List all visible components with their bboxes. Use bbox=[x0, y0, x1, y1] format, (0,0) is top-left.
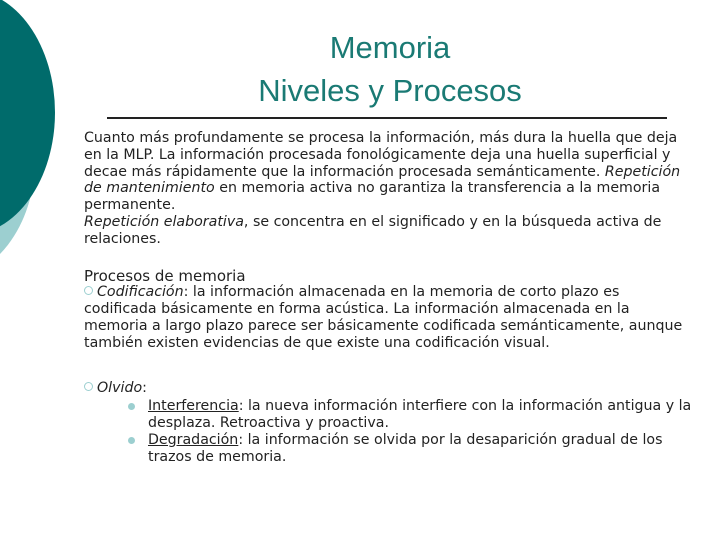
slide-body bbox=[84, 130, 694, 466]
intro-paragraph bbox=[84, 130, 694, 248]
title-line-1: Memoria bbox=[329, 30, 451, 65]
term-repeticion-elaborativa: Repetición elaborativa bbox=[84, 213, 244, 230]
degradacion-text: : la información se olvida por la desaparición gradual de los trazos de memoria. bbox=[148, 431, 663, 465]
olvido-sublist bbox=[84, 398, 694, 465]
term-olvido: Olvido bbox=[97, 379, 143, 396]
section-heading-procesos: Procesos de memoria bbox=[84, 266, 246, 285]
intro-text-3: , se concentra en el significado y en la búsqueda activa de relaciones. bbox=[84, 213, 662, 247]
codificacion-paragraph bbox=[84, 284, 694, 351]
term-interferencia: Interferencia bbox=[148, 398, 239, 415]
hollow-bullet-icon bbox=[84, 382, 93, 391]
slide-title bbox=[170, 26, 610, 112]
filled-bullet-icon bbox=[128, 403, 135, 410]
hollow-bullet-icon bbox=[84, 286, 93, 295]
intro-text-1: Cuanto más profundamente se procesa la información, más dura la huella que deja en la MLP. La información procesada fonológicamente deja una huella superficial y decae más rápidamente que la información procesada semánticamente. bbox=[84, 130, 678, 180]
title-line-2: Niveles y Procesos bbox=[258, 73, 522, 108]
codificacion-text: : la información almacenada en la memoria de corto plazo es codificada básicamente en forma acústica. La información almacenada en la memoria a largo plazo parece ser básicamente codificada semánticamente, aunque también existen evidencias de que existe una codificación visual. bbox=[84, 284, 683, 351]
list-item bbox=[148, 432, 694, 466]
olvido-paragraph bbox=[84, 380, 694, 397]
filled-bullet-icon bbox=[128, 437, 135, 444]
term-degradacion: Degradación bbox=[148, 431, 239, 448]
term-codificacion: Codificación bbox=[97, 284, 184, 301]
title-divider bbox=[107, 117, 667, 119]
decorative-circle-dark bbox=[0, 0, 55, 235]
list-item bbox=[148, 398, 694, 432]
olvido-suffix: : bbox=[142, 379, 147, 396]
intro-text-2: en memoria activa no garantiza la transferencia a la memoria permanente. bbox=[84, 180, 661, 214]
term-repeticion-mantenimiento: Repetición de mantenimiento bbox=[84, 163, 681, 197]
interferencia-text: : la nueva información interfiere con la información antigua y la desplaza. Retroactiva y proactiva. bbox=[148, 398, 692, 432]
